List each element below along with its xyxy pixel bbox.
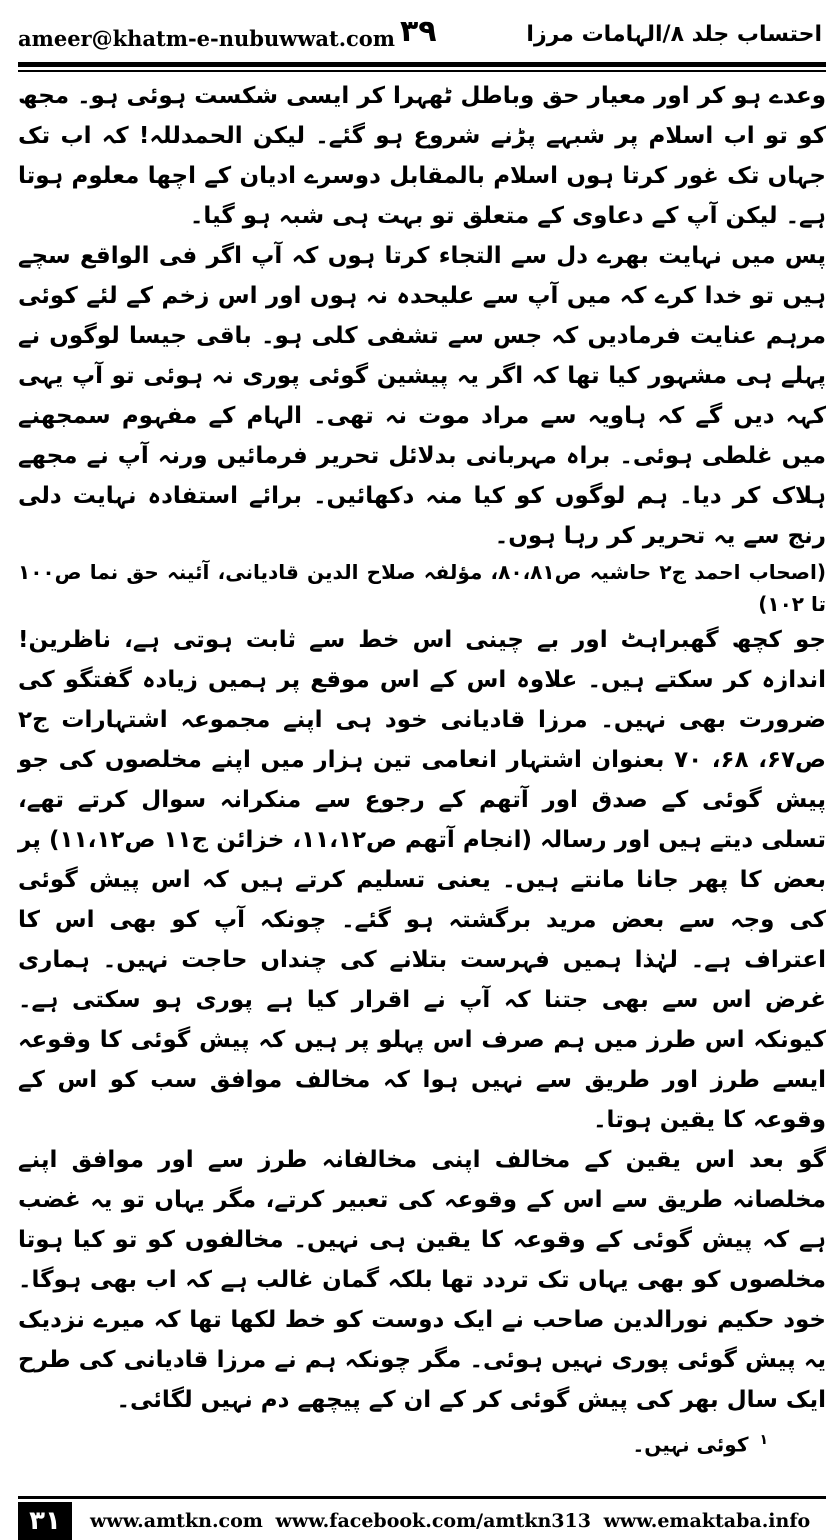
paragraph-3: جو کچھ گھبراہٹ اور بے چینی اس خط سے ثابت ہوتی ہے، ناظرین! اندازہ کر سکتے ہیں۔ علاوہ اس کے اس موقع پر ہمیں زیادہ گفتگو کی ضرورت بھی نہیں۔ مرزا قادیانی خود ہی اپنے مجموعہ اشتہارات ج۲ ص۶۷، ۶۸، ۷۰ بعنوان اشتہار انعامی تین ہزار میں اپنے مخلصوں کی جو پیش گوئی کے صدق اور آتھم کے رجوع سے منکرانہ سوال کرتے تھے، تسلی دیتے ہیں اور رسالہ (انجام آتھم ص۱۱،۱۲، خزائن ج۱۱ ص۱۱،۱۲) پر بعض کا پھر جانا مانتے ہیں۔ یعنی تسلیم کرتے ہیں کہ اس پیش گوئی کی وجہ سے بعض مرید برگشتہ ہو گئے۔ چونکہ آپ کو بھی اس کا اعتراف ہے۔ لہٰذا ہمیں فہرست بتلانے کی چنداں حاجت نہیں۔ ہماری غرض اس سے بھی جتنا کہ آپ نے اقرار کیا ہے پوری ہو سکتی ہے۔ کیونکہ اس طرز میں ہم صرف اس پہلو پر ہیں کہ پیش گوئی کا وقوعہ ایسے طرز اور طریق سے نہیں ہوا کہ مخالف موافق سب کو اس کے وقوعہ کا یقین ہوتا۔ xyxy=(18,627,826,1133)
paragraph-2: پس میں نہایت بھرے دل سے التجاء کرتا ہوں کہ آپ اگر فی الواقع سچے ہیں تو خدا کرے کہ میں آپ سے علیحدہ نہ ہوں اور اس زخم کے لئے کوئی مرہم عنایت فرمادیں کہ جس سے تشفی کلی ہو۔ باقی جیسا لوگوں نے پہلے ہی مشہور کیا تھا کہ اگر یہ پیشین گوئی پوری نہ ہوئی تو آپ یہی کہہ دیں گے کہ ہاویہ سے مراد موت نہ تھی۔ الہام کے مفہوم سمجھنے میں غلطی ہوئی۔ براہ مہربانی بدلائل تحریر فرمائیں ورنہ آپ نے مجھے ہلاک کر دیا۔ ہم لوگوں کو کیا منہ دکھائیں۔ برائے استفادہ نہایت دلی رنج سے یہ تحریر کر رہا ہوں۔ xyxy=(18,243,826,549)
footer-page-number: ۳۱ xyxy=(18,1502,72,1540)
header-rule-thin xyxy=(18,70,826,72)
paragraph-1: وعدے ہو کر اور معیار حق وباطل ٹھہرا کر ایسی شکست ہوئی ہو۔ مجھ کو تو اب اسلام پر شبہے پڑنے شروع ہو گئے۔ لیکن الحمدللہ! کہ اب تک جہاں تک غور کرتا ہوں اسلام بالمقابل دوسرے ادیان کے اچھا معلوم ہوتا ہے۔ لیکن آپ کے دعاوی کے متعلق تو بہت ہی شبہ ہو گیا۔ xyxy=(18,83,826,229)
footer-rule xyxy=(18,1496,826,1499)
citation: (اصحاب احمد ج۲ حاشیہ ص۸۰،۸۱، مؤلفہ صلاح الدین قادیانی، آئینہ حق نما ص۱۰۰ تا ۱۰۲) xyxy=(18,560,826,616)
header-email: ameer@khatm-e-nubuwwat.com xyxy=(18,26,396,51)
footnote-text: کوئی نہیں۔ xyxy=(632,1432,749,1457)
footer-links[interactable]: www.amtkn.com www.facebook.com/amtkn313 www.emaktaba.info xyxy=(90,1510,811,1532)
page-footer xyxy=(0,1488,840,1540)
page-header xyxy=(0,0,840,66)
header-page-number: ۳۹ xyxy=(400,14,437,49)
footnote xyxy=(18,1420,826,1465)
page-body xyxy=(18,76,826,1465)
header-book-title: احتساب جلد ۸/الہامات مرزا xyxy=(526,22,822,47)
paragraph-4: گو بعد اس یقین کے مخالف اپنی مخالفانہ طرز سے اور موافق اپنے مخلصانہ طریق سے اس کے وقوعہ کی تعبیر کرتے، مگر یہاں تو یہ غضب ہے کہ پیش گوئی کے وقوعہ کا یقین ہی نہیں۔ مخالفوں کو تو کیا ہوتا مخلصوں کو بھی یہاں تک تردد تھا بلکہ گمان غالب ہے کہ اب بھی ہوگا۔ خود حکیم نورالدین صاحب نے ایک دوست کو خط لکھا تھا کہ میرے نزدیک یہ پیش گوئی پوری نہیں ہوئی۔ مگر چونکہ ہم نے مرزا قادیانی کی طرح ایک سال بھر کی پیش گوئی کر کے ان کے پیچھے دم نہیں لگائی۔ xyxy=(18,1147,826,1413)
footnote-mark: ۱ xyxy=(759,1432,768,1448)
header-rule-thick xyxy=(18,62,826,67)
